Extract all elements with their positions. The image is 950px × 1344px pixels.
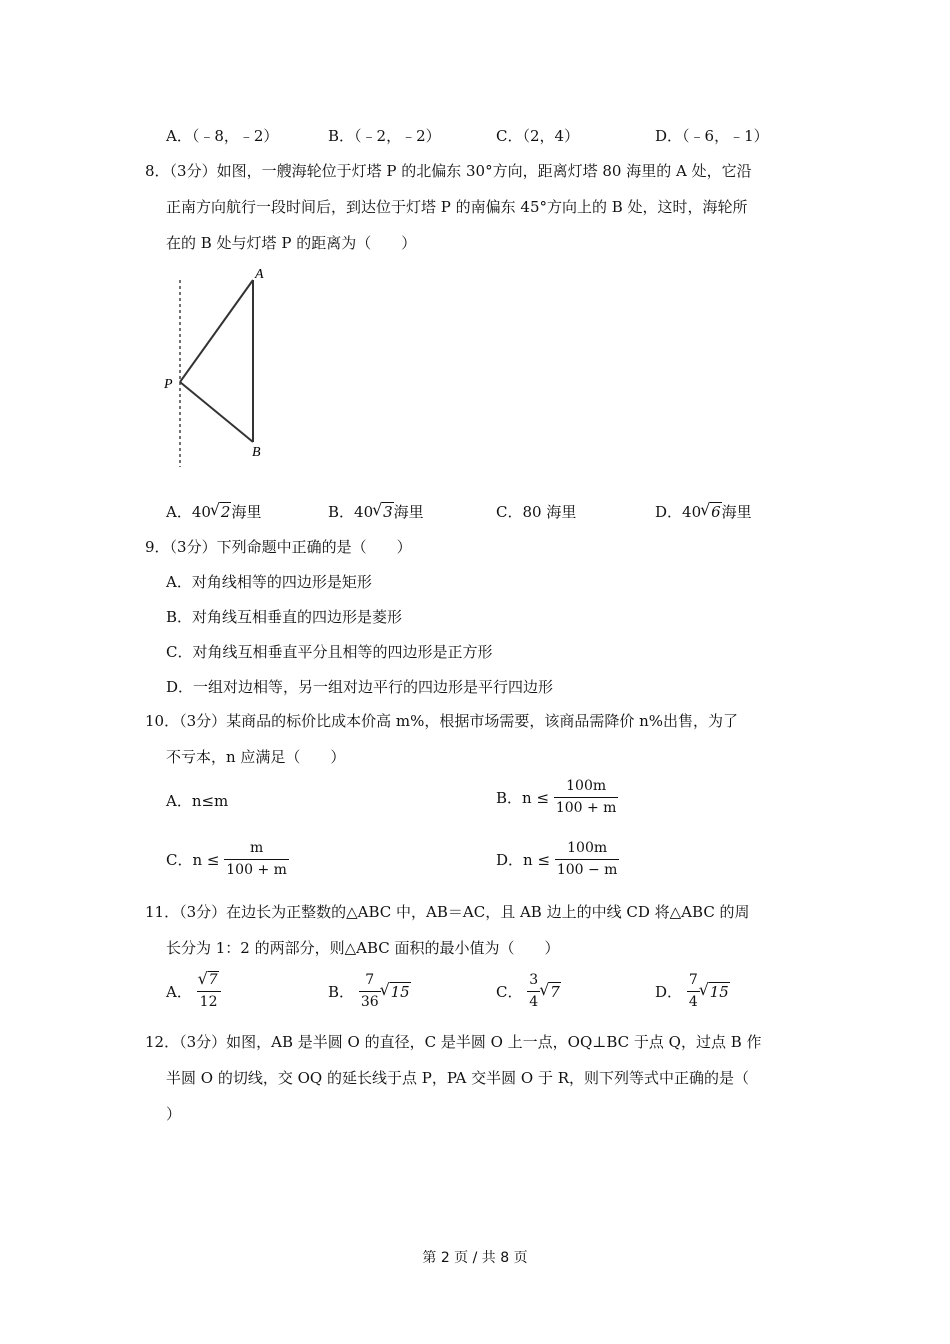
q8-option-a-radicand: 2	[220, 503, 231, 521]
segment-pb	[180, 382, 253, 442]
sqrt-symbol	[199, 972, 219, 989]
q11-option-c	[496, 972, 561, 1011]
q11-option-c-numerator: 3	[527, 972, 540, 992]
q8-option-d-suffix: 海里	[721, 503, 752, 521]
q11-option-a-denominator: 12	[199, 994, 218, 1010]
q8-option-b-radicand: 3	[383, 503, 393, 521]
q8-option-b-prefix: B．40	[328, 503, 374, 521]
point-a-label: A	[255, 267, 264, 282]
fraction	[555, 840, 620, 879]
q8-option-b-suffix: 海里	[393, 503, 424, 521]
q11-option-d-denominator: 4	[688, 994, 698, 1010]
q7-option-b: B．（﹣2，﹣2）	[328, 127, 441, 145]
q11-option-a	[166, 972, 221, 1011]
q7-option-c: C．（2，4）	[496, 127, 580, 145]
q11-option-d-label: D．	[655, 982, 683, 1001]
q8-option-a	[166, 502, 261, 522]
q8-option-c: C．80 海里	[496, 503, 577, 521]
q7-option-d: D．（﹣6，﹣1）	[655, 127, 769, 145]
q10-option-b-label: B．n ≤	[496, 788, 550, 807]
q8-stem-line-3: 在的 B 处与灯塔 P 的距离为（ ）	[166, 234, 417, 252]
q11-option-c-radicand: 7	[550, 982, 560, 1001]
q9-option-c: C．对角线互相垂直平分且相等的四边形是正方形	[166, 643, 493, 661]
q11-option-d	[655, 972, 730, 1011]
q11-option-d-numerator: 7	[687, 972, 700, 992]
q12-stem-line-3: ）	[166, 1105, 182, 1123]
sqrt-symbol	[211, 502, 232, 522]
q11-option-c-denominator: 4	[529, 994, 539, 1010]
q10-option-d-denominator: 100 − m	[556, 862, 618, 878]
q10-option-b-numerator: 100m	[554, 778, 619, 798]
q8-option-b	[328, 502, 424, 522]
q8-stem-line-1: 8．（3分）如图，一艘海轮位于灯塔 P 的北偏东 30°方向，距离灯塔 80 海里的 A 处，它沿	[145, 162, 752, 180]
q9-option-b: B．对角线互相垂直的四边形是菱形	[166, 608, 403, 626]
sqrt-symbol	[700, 982, 730, 1002]
q10-option-d-label: D．n ≤	[496, 850, 551, 869]
q11-option-a-radicand: 7	[208, 972, 218, 988]
q10-option-b	[496, 778, 618, 817]
q11-option-b-radicand: 15	[390, 982, 410, 1001]
q8-stem-line-2: 正南方向航行一段时间后，到达位于灯塔 P 的南偏东 45°方向上的 B 处，这时，海轮所	[166, 198, 748, 216]
sqrt-symbol	[540, 982, 561, 1002]
q11-option-b-label: B．	[328, 982, 355, 1001]
fraction	[359, 972, 381, 1011]
fraction	[554, 778, 619, 817]
q9-option-a: A．对角线相等的四边形是矩形	[166, 573, 372, 591]
q10-option-c-label: C．n ≤	[166, 850, 220, 869]
q10-option-c-denominator: 100 + m	[226, 862, 287, 878]
q10-stem-line-2: 不亏本，n 应满足（ ）	[166, 748, 346, 766]
q10-option-b-denominator: 100 + m	[555, 800, 617, 816]
q8-option-d	[655, 502, 752, 522]
q9-stem: 9．（3分）下列命题中正确的是（ ）	[145, 538, 412, 556]
q12-stem-line-2: 半圆 O 的切线，交 OQ 的延长线于点 P，PA 交半圆 O 于 R，则下列等式中正确的是（	[166, 1069, 750, 1087]
q8-figure	[162, 262, 282, 472]
q7-option-a: A．（﹣8，﹣2）	[166, 127, 279, 145]
fraction	[224, 840, 289, 879]
sqrt-symbol	[701, 502, 722, 522]
q11-option-d-radicand: 15	[709, 982, 729, 1001]
q8-option-d-prefix: D．40	[655, 503, 702, 521]
segment-pa	[180, 280, 253, 382]
q11-stem-line-1: 11．（3分）在边长为正整数的△ABC 中，AB＝AC，且 AB 边上的中线 CD 将△ABC 的周	[145, 903, 750, 921]
sqrt-symbol	[373, 502, 394, 522]
point-b-label: B	[252, 445, 261, 460]
q11-stem-line-2: 长分为 1：2 的两部分，则△ABC 面积的最小值为（ ）	[166, 939, 560, 957]
q11-option-b-numerator: 7	[359, 972, 381, 992]
q10-option-c-numerator: m	[224, 840, 289, 860]
page-footer: 第 2 页 / 共 8 页	[422, 1250, 528, 1266]
q11-option-a-numerator	[197, 972, 221, 992]
q12-stem-line-1: 12．（3分）如图，AB 是半圆 O 的直径，C 是半圆 O 上一点，OQ⊥BC 于点 Q，过点 B 作	[145, 1033, 762, 1051]
sqrt-symbol	[381, 982, 411, 1002]
point-p-label: P	[164, 377, 173, 392]
q11-option-c-label: C．	[496, 982, 523, 1001]
q10-option-a: A．n≤m	[166, 792, 229, 810]
q10-stem-line-1: 10．（3分）某商品的标价比成本价高 m%，根据市场需要，该商品需降价 n%出售，为了	[145, 712, 739, 730]
q8-option-d-radicand: 6	[711, 503, 721, 521]
q11-option-b	[328, 972, 411, 1011]
q10-option-d-numerator: 100m	[555, 840, 620, 860]
q9-option-d: D．一组对边相等，另一组对边平行的四边形是平行四边形	[166, 678, 554, 696]
fraction	[197, 972, 221, 1011]
q11-option-b-denominator: 36	[360, 994, 379, 1010]
q8-option-a-prefix: A．40	[166, 503, 211, 521]
q10-option-c	[166, 840, 289, 879]
q10-option-d	[496, 840, 619, 879]
q8-option-a-suffix: 海里	[231, 503, 262, 521]
q11-option-a-label: A．	[166, 982, 192, 1001]
